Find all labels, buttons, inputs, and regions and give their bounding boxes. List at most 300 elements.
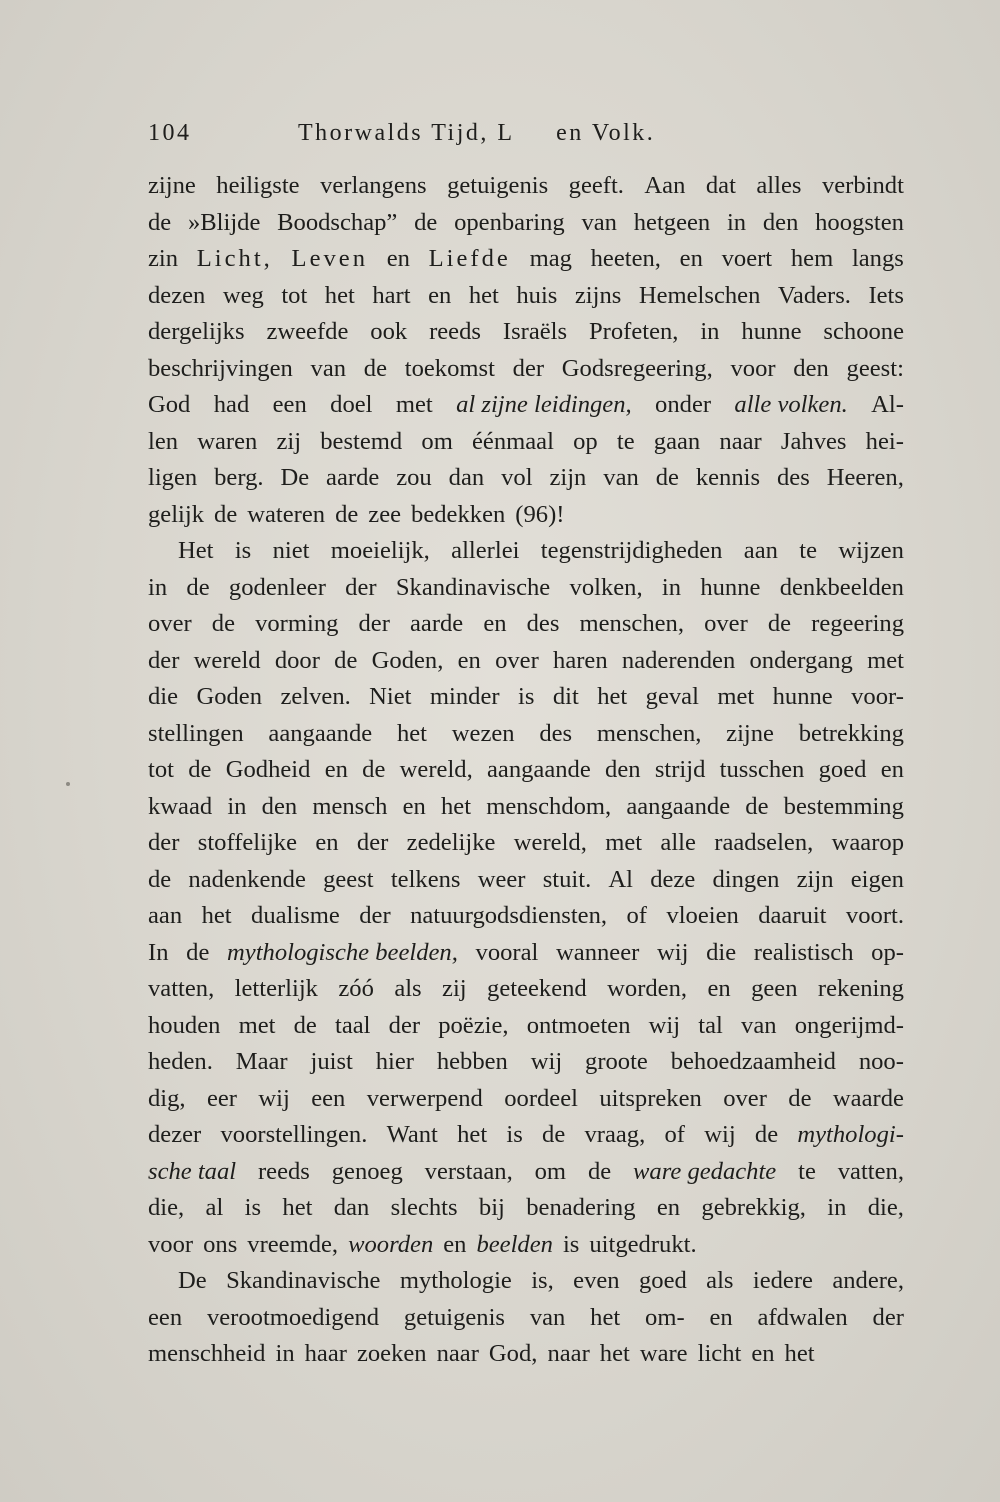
word: en (402, 792, 426, 820)
word: wereld, (399, 756, 473, 783)
word: verbindt (821, 172, 904, 199)
text-line (148, 643, 904, 680)
word: kwaad (148, 792, 213, 820)
word: het (396, 719, 427, 747)
word: Godsregeering, (561, 354, 713, 382)
word: van (529, 1303, 566, 1331)
word: vol (501, 464, 533, 491)
word: in (661, 573, 682, 601)
word: tegenstrijdigheden (540, 537, 723, 564)
word: eer (206, 1084, 237, 1112)
word: slechts (390, 1194, 458, 1221)
word: die (706, 938, 737, 966)
word: de (745, 792, 769, 820)
word: schoone (823, 318, 904, 345)
word: om (421, 427, 453, 455)
word: Leven (291, 245, 368, 272)
word: de (188, 756, 212, 783)
text-line (148, 716, 904, 753)
word: De (178, 1267, 207, 1294)
word: over (704, 610, 748, 637)
word: voor (730, 354, 776, 382)
word: die (148, 683, 179, 710)
word: die, (867, 1194, 904, 1221)
word: de (334, 646, 358, 674)
word: op (573, 427, 598, 455)
text-line (148, 278, 904, 315)
text-line (148, 789, 904, 826)
word: zijn (549, 464, 587, 491)
word: ontmoeten (526, 1011, 631, 1039)
word: met (395, 391, 433, 418)
word: natuurgodsdiensten, (410, 902, 608, 929)
word: de (293, 1011, 317, 1039)
word: en (428, 281, 452, 309)
word: zee (368, 500, 402, 528)
word: en (386, 245, 410, 272)
word: de (186, 938, 210, 966)
word: wij (656, 938, 689, 966)
word: verlangens (320, 172, 427, 199)
word: hart (372, 281, 411, 309)
word: goed (818, 756, 867, 783)
word: eigen (850, 865, 904, 893)
word: vatten, (148, 975, 215, 1002)
word: der (148, 829, 180, 856)
word: beschrijvingen (148, 354, 293, 382)
word: poëzie, (438, 1011, 509, 1039)
word: in (726, 208, 747, 236)
word: der (345, 573, 377, 601)
word: zweefde (266, 318, 349, 345)
text-line (148, 825, 904, 862)
word: bedekken (411, 500, 506, 528)
text-line (148, 606, 904, 643)
word: uitspreken (599, 1084, 702, 1112)
word: regeering (811, 610, 904, 637)
text-line (148, 1190, 904, 1227)
word: goed (638, 1267, 687, 1294)
word: de (655, 464, 679, 491)
word: tot (281, 281, 308, 309)
word: vatten, (837, 1157, 904, 1185)
word: genoeg (331, 1157, 403, 1185)
word: in (148, 573, 168, 601)
word: berg. (214, 464, 264, 491)
word: zijns (574, 281, 622, 309)
word: zij (442, 975, 467, 1002)
text-line (148, 387, 904, 424)
word: zijn (796, 865, 834, 893)
word: openbaring (454, 208, 565, 236)
text-line (148, 314, 904, 351)
word: waarde (832, 1084, 904, 1112)
word: menschdom, (486, 792, 612, 820)
text-line (148, 1227, 904, 1264)
word: naderenden (621, 646, 736, 674)
word: heeten, (590, 245, 661, 272)
word: gaan (653, 427, 701, 455)
running-title: Thorwalds Tijd, L en Volk. (298, 120, 656, 146)
word: hoogsten (815, 208, 904, 236)
word: is (562, 1230, 580, 1258)
word: wij (258, 1084, 290, 1112)
word: alle (660, 829, 696, 856)
word: is (244, 1194, 262, 1221)
word: zou (396, 464, 432, 491)
text-line (148, 570, 904, 607)
word: de (148, 865, 172, 893)
word: om (534, 1157, 567, 1185)
word: om- (645, 1303, 685, 1331)
word: menschen, (579, 610, 684, 637)
word: vreemde, (247, 1230, 339, 1258)
word: vorming (255, 610, 339, 637)
text-line (148, 497, 904, 534)
body-text (148, 168, 904, 1373)
word: mag (529, 245, 572, 272)
word: en (656, 1194, 681, 1221)
word: of (664, 1121, 685, 1148)
word: voor- (851, 683, 904, 710)
text-line (148, 679, 904, 716)
word: hebben (436, 1048, 508, 1075)
word: minder (429, 683, 500, 710)
word: sche taal (148, 1157, 237, 1185)
word: het (324, 281, 355, 309)
word: hunne (700, 573, 761, 601)
word: dan (333, 1194, 370, 1221)
word: langs (851, 245, 904, 272)
word: met (605, 829, 643, 856)
text-line (148, 460, 904, 497)
word: en (457, 646, 481, 674)
text-line (148, 1336, 904, 1373)
word: hunne (772, 683, 833, 710)
word: Skandinavische (395, 573, 551, 601)
word: over (148, 610, 192, 637)
word: het (457, 1121, 488, 1148)
word: den (762, 208, 799, 236)
word: behoedzaamheid (670, 1048, 836, 1075)
word: geeft. (568, 172, 624, 199)
word: haren (553, 646, 608, 674)
word: en (751, 1340, 775, 1367)
word: verwerpend (366, 1084, 483, 1112)
word: Vaders. (777, 281, 851, 309)
word: Iets (868, 281, 904, 309)
word: geen (751, 975, 798, 1002)
word: menschheid (148, 1340, 266, 1367)
word: voorstellingen. (220, 1121, 368, 1148)
word: zóó (338, 975, 374, 1002)
word: De (280, 464, 310, 491)
word: iedere (752, 1267, 813, 1294)
word: afdwalen (757, 1303, 848, 1331)
word: het (468, 281, 499, 309)
word: (96)! (515, 500, 565, 528)
word: alle volken. (734, 391, 848, 418)
word: reeds (429, 318, 481, 345)
word: dig, (148, 1084, 186, 1112)
word: tusschen (719, 756, 805, 783)
word: menschen, (596, 719, 702, 747)
word: Israëls (502, 318, 568, 345)
word: aarde (409, 610, 464, 637)
word: in (227, 792, 247, 820)
word: der (512, 354, 545, 382)
word: wanneer (556, 938, 640, 966)
word: de (414, 208, 438, 236)
word: hetgeen (633, 208, 711, 236)
word: geest: (846, 354, 904, 382)
word: een (311, 1084, 346, 1112)
word: bestemd (320, 427, 403, 455)
word: en (709, 1303, 733, 1331)
word: dezer (148, 1121, 202, 1148)
word: éénmaal (472, 427, 554, 455)
word: zijne (726, 719, 774, 747)
word: dat (705, 172, 736, 199)
word: het (597, 683, 628, 710)
word: licht (697, 1340, 742, 1367)
word: en (483, 610, 507, 637)
text-line (148, 351, 904, 388)
word: waarop (831, 829, 904, 856)
word: verootmoedigend (206, 1303, 380, 1331)
word: ondergang (749, 646, 853, 674)
word: die, (148, 1194, 185, 1221)
word: waren (197, 427, 258, 455)
word: dualisme (251, 902, 340, 929)
paragraph (148, 1263, 904, 1373)
word: Hemelschen (638, 281, 761, 309)
word: wateren (247, 500, 326, 528)
word: der (388, 1011, 421, 1039)
word: aan (743, 537, 778, 564)
word: der (356, 829, 389, 856)
word: dezen (148, 281, 206, 309)
text-line (148, 862, 904, 899)
word: Het (178, 537, 214, 564)
word: hunne (741, 318, 802, 345)
word: des (776, 464, 810, 491)
word: aarde (326, 464, 380, 491)
word: in (700, 318, 720, 345)
word: van (741, 1011, 777, 1039)
word: Licht, (196, 245, 273, 272)
text-line (148, 971, 904, 1008)
word: houden (148, 1011, 221, 1039)
word: de (788, 1084, 812, 1112)
word: en (315, 829, 339, 856)
word: door (274, 646, 320, 674)
word: Godheid (225, 756, 311, 783)
word: nadenkende (188, 865, 306, 893)
word: wereld (193, 646, 261, 674)
word: met (717, 683, 755, 710)
word: betrekking (798, 719, 904, 747)
word: voor (148, 1230, 194, 1258)
word: mythologie (399, 1267, 512, 1294)
word: op- (871, 938, 904, 966)
word: Aan (644, 172, 686, 199)
text-line (148, 1008, 904, 1045)
word: getuigenis (403, 1303, 505, 1331)
word: beelden (476, 1230, 553, 1258)
word: over (495, 646, 539, 674)
word: of (626, 902, 647, 929)
word: aan (148, 902, 183, 929)
word: alles (756, 172, 802, 199)
word: naar (547, 1340, 590, 1367)
word: bestemming (783, 792, 904, 820)
word: deze (650, 865, 696, 893)
word: wezen (451, 719, 515, 747)
word: wereld, (513, 829, 587, 856)
word: mensch (312, 792, 388, 820)
word: voort. (845, 902, 904, 929)
word: Al (608, 865, 634, 893)
word: is, (531, 1267, 554, 1294)
word: aangaande (268, 719, 373, 747)
word: uitgedrukt. (589, 1230, 697, 1258)
word: der (148, 646, 180, 674)
word: den (261, 792, 298, 820)
word: moeielijk, (330, 537, 430, 564)
word: stoffelijke (197, 829, 298, 856)
word: weg (222, 281, 264, 309)
word: naar (719, 427, 762, 455)
word: Want (386, 1121, 438, 1148)
word: ware gedachte (633, 1157, 777, 1185)
word: getuigenis (447, 172, 549, 199)
word: volken, (569, 573, 643, 601)
word: wij (648, 1011, 681, 1039)
word: over (723, 1084, 767, 1112)
word: vraag, (584, 1121, 646, 1148)
word: dergelijks (148, 318, 245, 345)
word: haar (304, 1340, 347, 1367)
word: en (443, 1230, 467, 1258)
word: des (526, 610, 560, 637)
word: realistisch (753, 938, 854, 966)
word: van (603, 464, 639, 491)
word: Al- (871, 391, 904, 418)
word: God (148, 391, 191, 418)
word: gebrekkig, (701, 1194, 806, 1221)
word: reeds (257, 1157, 310, 1185)
word: Maar (235, 1048, 288, 1075)
word: zin (148, 245, 179, 272)
word: dingen (712, 865, 780, 893)
word: de (542, 1121, 566, 1148)
page-number: 104 (148, 120, 192, 146)
word: len (148, 427, 179, 455)
word: Jahves (780, 427, 847, 455)
paragraph (148, 168, 904, 533)
word: vloeien (666, 902, 739, 929)
word: weer (477, 865, 526, 893)
word: denkbeelden (779, 573, 904, 601)
word: in (275, 1340, 295, 1367)
word: zoeken (356, 1340, 427, 1367)
text-line (148, 424, 904, 461)
running-head (148, 120, 904, 160)
text-line (148, 1300, 904, 1337)
word: rekening (817, 975, 904, 1002)
word: oordeel (504, 1084, 578, 1112)
word: niet (272, 537, 310, 564)
word: van (581, 208, 617, 236)
word: strijd (654, 756, 706, 783)
word: en (324, 756, 348, 783)
word: zijne (148, 172, 196, 199)
word: de (148, 208, 172, 236)
word: letterlijk (234, 975, 318, 1002)
word: het (599, 1340, 630, 1367)
word: doel (330, 391, 373, 418)
word: is (234, 537, 252, 564)
word: het (201, 902, 232, 929)
word: te (799, 537, 817, 564)
word: zelven. (280, 683, 351, 710)
word: is (518, 683, 535, 710)
word: allerlei (451, 537, 520, 564)
word: al (205, 1194, 224, 1221)
word: mythologi- (797, 1121, 904, 1148)
word: telkens (390, 865, 461, 893)
text-line (148, 1117, 904, 1154)
word: godenleer (228, 573, 326, 601)
word: hier (375, 1048, 414, 1075)
word: het (784, 1340, 815, 1367)
word: al zijne leidingen, (456, 391, 632, 418)
text-line (148, 1263, 904, 1300)
word: zij (276, 427, 302, 455)
word: juist (310, 1048, 353, 1075)
word: noo- (858, 1048, 904, 1075)
text-line (148, 1081, 904, 1118)
text-line (148, 935, 904, 972)
word: geval (645, 683, 699, 710)
word: het (282, 1194, 313, 1221)
word: dit (552, 683, 579, 710)
word: toekomst (404, 354, 495, 382)
word: de (767, 610, 792, 637)
word: wij (704, 1121, 736, 1148)
word: daaruit (758, 902, 827, 929)
word: ongerijmd- (794, 1011, 904, 1039)
word: de (754, 1121, 779, 1148)
word: geest (323, 865, 374, 893)
word: Goden (196, 683, 263, 710)
word: groote (585, 1048, 648, 1075)
word: mythologische beelden, (227, 938, 458, 966)
word: naar (436, 1340, 479, 1367)
word: raadselen, (714, 829, 814, 856)
word: kennis (695, 464, 761, 491)
word: benadering (526, 1194, 636, 1221)
word: wijzen (838, 537, 904, 564)
word: ook (370, 318, 408, 345)
word: even (573, 1267, 620, 1294)
word: te (798, 1157, 816, 1185)
word: der (872, 1303, 904, 1331)
word: en (679, 245, 703, 272)
word: hei- (865, 427, 904, 455)
word: ons (203, 1230, 238, 1258)
